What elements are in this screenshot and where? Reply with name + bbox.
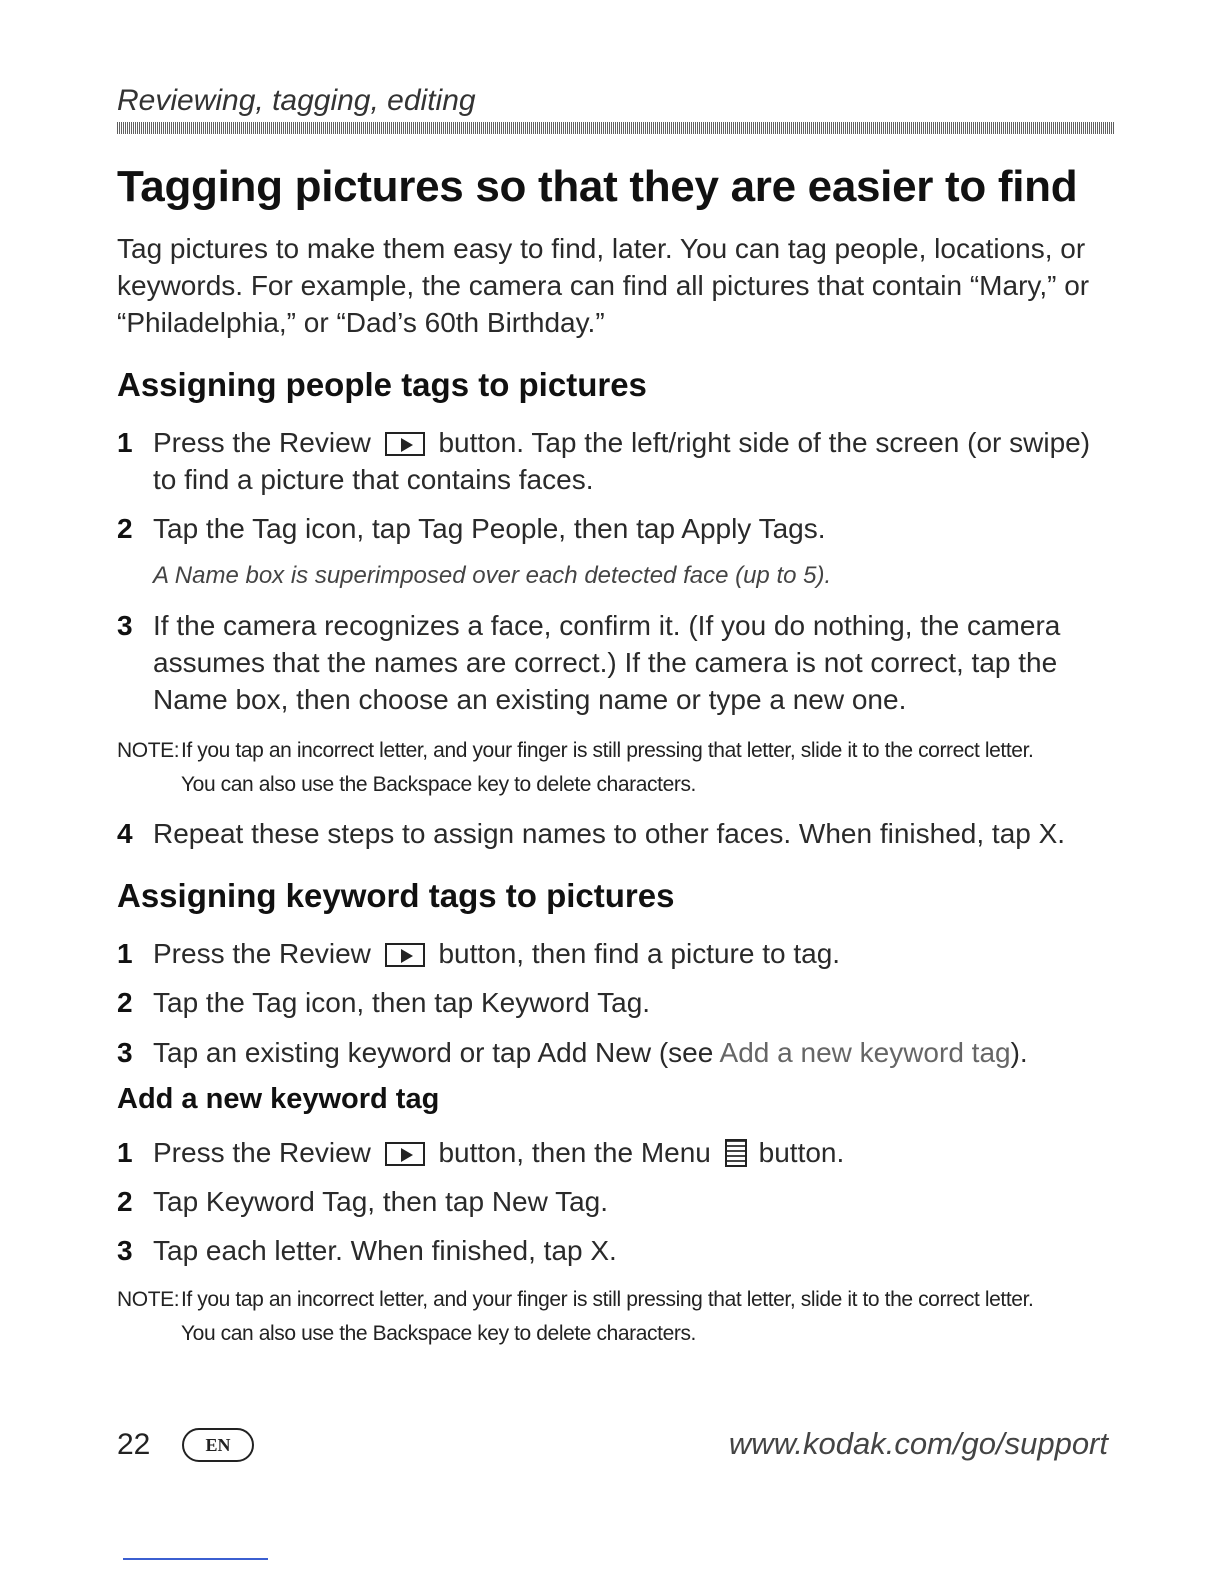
step-text-part: button, then the Menu [438, 1137, 711, 1168]
note-text: You can also use the Backspace key to delete characters. [181, 1322, 696, 1345]
new-keyword-step-2 [117, 1183, 1117, 1220]
step-number: 2 [117, 987, 133, 1018]
support-url[interactable]: www.kodak.com/go/support [728, 1426, 1108, 1461]
keyword-step-1 [117, 935, 1117, 972]
add-new-keyword-link[interactable]: Add a new keyword tag [719, 1037, 1011, 1068]
menu-button-icon [725, 1139, 747, 1167]
keyword-step-3 [117, 1034, 1117, 1071]
intro-paragraph: Tag pictures to make them easy to find, later. You can tag people, locations, or keywords. For example, the camera can find all pictures that contain “Mary,” or “Philadelphia,” or “Dad’s 60th Birthday.” [117, 233, 1090, 338]
note-line [117, 1283, 1117, 1317]
step-text-part: ). [1010, 1037, 1028, 1068]
step-text: Tap each letter. When finished, tap X. [153, 1235, 617, 1266]
people-step-3 [117, 607, 1117, 718]
step-text [153, 1034, 1117, 1071]
review-button-icon [385, 943, 425, 967]
step-number: 4 [117, 818, 133, 849]
people-step-2 [117, 510, 1117, 547]
step-text-part: button. [758, 1137, 845, 1168]
step-text [153, 935, 1117, 972]
people-tags-heading: Assigning people tags to pictures [117, 366, 647, 403]
step-number: 1 [117, 1137, 133, 1168]
step-number: 1 [117, 938, 133, 969]
new-keyword-step-1 [117, 1134, 1117, 1171]
step-text-part: Press the Review [153, 938, 371, 969]
bottom-edge-line [123, 1558, 268, 1560]
review-button-icon [385, 432, 425, 456]
note-text: You can also use the Backspace key to delete characters. [181, 773, 696, 796]
people-step-1 [117, 424, 1117, 498]
header-rule [117, 122, 1115, 134]
step-text: If the camera recognizes a face, confirm it. (If you do nothing, the camera assumes that the names are correct.) If the camera is not correct, tap the Name box, then choose an existing name or type a new one. [153, 610, 1061, 715]
keyword-step-2 [117, 984, 1117, 1021]
step-number: 3 [117, 610, 133, 641]
step-number: 3 [117, 1235, 133, 1266]
note-label: NOTE: [117, 1288, 180, 1311]
note-text: If you tap an incorrect letter, and your finger is still pressing that letter, slide it to the correct letter. [181, 1288, 1034, 1311]
keyword-tags-heading: Assigning keyword tags to pictures [117, 877, 675, 914]
step-text-part: button. Tap the left/right side of the screen (or swipe) to find a picture that contains faces. [153, 427, 1091, 495]
step-text: Repeat these steps to assign names to other faces. When finished, tap X. [153, 818, 1066, 849]
page-number: 22 [117, 1428, 151, 1461]
step-text-part: button, then find a picture to tag. [438, 938, 841, 969]
step-number: 2 [117, 1186, 133, 1217]
people-note [117, 734, 1117, 802]
review-button-icon [385, 1142, 425, 1166]
step-text: Tap the Tag icon, then tap Keyword Tag. [153, 987, 651, 1018]
step-text [153, 424, 1117, 498]
step-text-part: Press the Review [153, 1137, 371, 1168]
new-keyword-step-3 [117, 1232, 1117, 1269]
note-label: NOTE: [117, 739, 180, 762]
note-text: If you tap an incorrect letter, and your finger is still pressing that letter, slide it to the correct letter. [181, 739, 1034, 762]
step-text: Tap Keyword Tag, then tap New Tag. [153, 1186, 609, 1217]
step-text-part: Tap an existing keyword or tap Add New (see [153, 1037, 720, 1068]
note-line [117, 734, 1117, 768]
step-number: 3 [117, 1037, 133, 1068]
add-keyword-heading: Add a new keyword tag [117, 1083, 440, 1115]
step-number: 2 [117, 513, 133, 544]
step-result-note: A Name box is superimposed over each detected face (up to 5). [153, 562, 832, 589]
page-title: Tagging pictures so that they are easier to find [117, 162, 1078, 211]
running-head: Reviewing, tagging, editing [117, 84, 476, 117]
people-step-4 [117, 815, 1117, 852]
language-badge: EN [182, 1428, 254, 1462]
step-number: 1 [117, 427, 133, 458]
new-keyword-note [117, 1283, 1117, 1351]
step-text [153, 1134, 1117, 1171]
step-text-part: Press the Review [153, 427, 371, 458]
step-text: Tap the Tag icon, tap Tag People, then tap Apply Tags. [153, 513, 826, 544]
